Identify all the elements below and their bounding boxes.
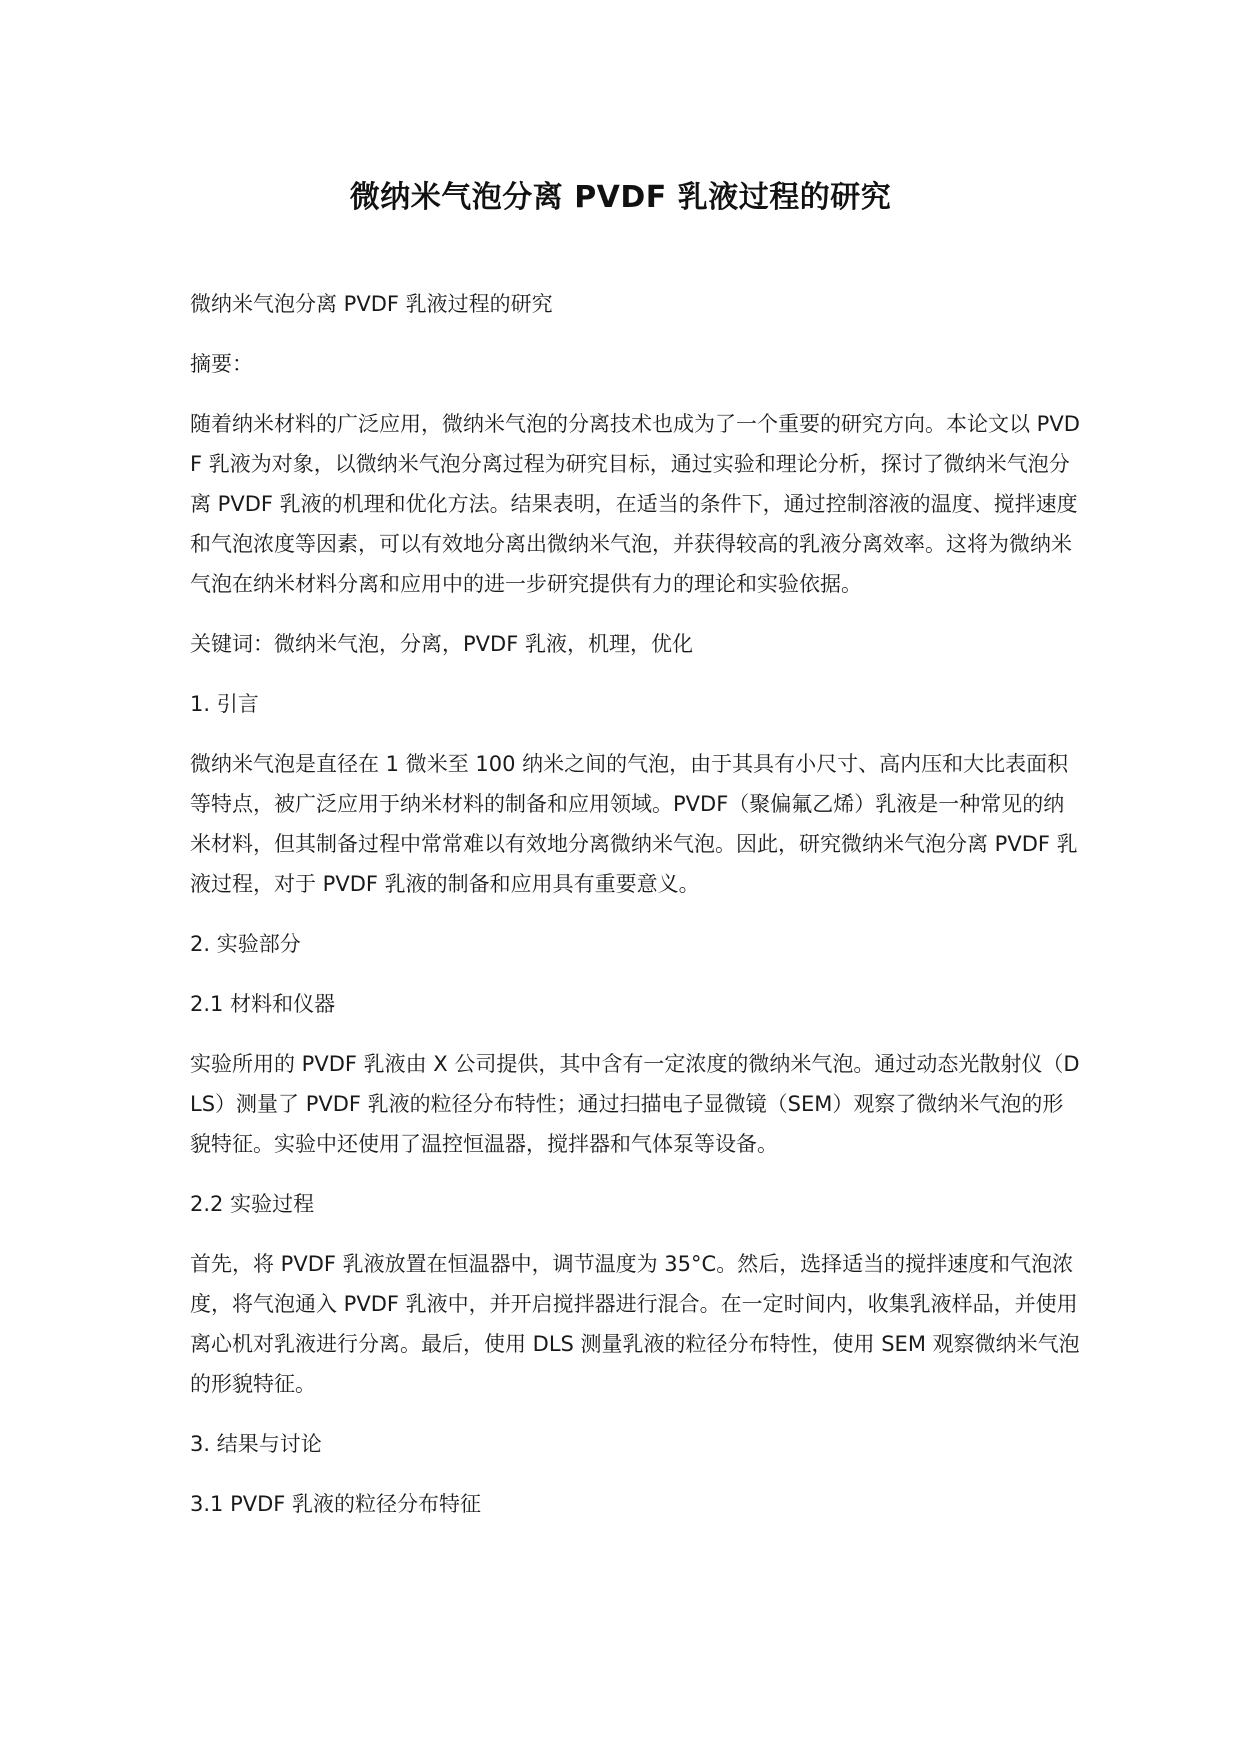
subsection-heading-particle-size: 3.1 PVDF 乳液的粒径分布特征: [190, 1492, 482, 1516]
subsection-heading-materials: 2.1 材料和仪器: [190, 992, 336, 1016]
materials-paragraph: 实验所用的 PVDF 乳液由 X 公司提供，其中含有一定浓度的微纳米气泡。通过动态光散射仪（DLS）测量了 PVDF 乳液的粒径分布特性；通过扫描电子显微镜（SEM）观察了微纳米气泡的形貌特征。实验中还使用了温控恒温器，搅拌器和气体泵等设备。: [190, 1052, 1080, 1156]
introduction-paragraph: 微纳米气泡是直径在 1 微米至 100 纳米之间的气泡，由于其具有小尺寸、高内压和大比表面积等特点，被广泛应用于纳米材料的制备和应用领域。PVDF（聚偏氟乙烯）乳液是一种常见的纳米材料，但其制备过程中常常难以有效地分离微纳米气泡。因此，研究微纳米气泡分离 PVDF 乳液过程，对于 PVDF 乳液的制备和应用具有重要意义。: [190, 752, 1078, 896]
document-body: [190, 284, 1080, 1544]
document-title: 微纳米气泡分离 PVDF 乳液过程的研究: [349, 180, 892, 215]
procedure-paragraph: 首先，将 PVDF 乳液放置在恒温器中，调节温度为 35°C。然后，选择适当的搅拌速度和气泡浓度，将气泡通入 PVDF 乳液中，并开启搅拌器进行混合。在一定时间内，收集乳液样品，并使用离心机对乳液进行分离。最后，使用 DLS 测量乳液的粒径分布特性，使用 SEM 观察微纳米气泡的形貌特征。: [190, 1252, 1080, 1396]
section-heading-experiment: 2. 实验部分: [190, 932, 301, 956]
document-subtitle: 微纳米气泡分离 PVDF 乳液过程的研究: [190, 292, 553, 316]
subsection-heading-procedure: 2.2 实验过程: [190, 1192, 315, 1216]
section-heading-introduction: 1. 引言: [190, 692, 259, 716]
abstract-paragraph: 随着纳米材料的广泛应用，微纳米气泡的分离技术也成为了一个重要的研究方向。本论文以 PVDF 乳液为对象，以微纳米气泡分离过程为研究目标，通过实验和理论分析，探讨了微纳米气泡分离 PVDF 乳液的机理和优化方法。结果表明，在适当的条件下，通过控制溶液的温度、搅拌速度和气泡浓度等因素，可以有效地分离出微纳米气泡，并获得较高的乳液分离效率。这将为微纳米气泡在纳米材料分离和应用中的进一步研究提供有力的理论和实验依据。: [190, 412, 1080, 596]
keywords-line: 关键词：微纳米气泡，分离，PVDF 乳液，机理，优化: [190, 632, 693, 656]
abstract-label: 摘要：: [190, 352, 253, 376]
section-heading-results: 3. 结果与讨论: [190, 1432, 322, 1456]
